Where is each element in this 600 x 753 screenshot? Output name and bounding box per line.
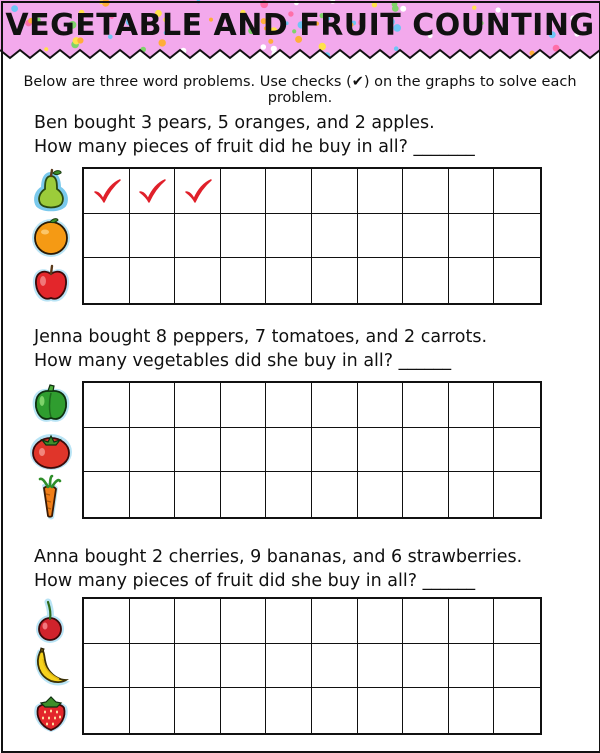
confetti-dot bbox=[372, 2, 377, 7]
grid-cell[interactable] bbox=[358, 258, 404, 303]
pepper-icon bbox=[26, 381, 76, 427]
confetti-dot bbox=[294, 1, 299, 6]
grid-cell[interactable] bbox=[266, 383, 312, 428]
grid-cell[interactable] bbox=[358, 599, 404, 644]
grid-cell[interactable] bbox=[403, 599, 449, 644]
orange-icon bbox=[26, 214, 76, 260]
grid-cell[interactable] bbox=[84, 258, 130, 303]
grid-cell[interactable] bbox=[221, 214, 267, 259]
grid-cell[interactable] bbox=[266, 428, 312, 473]
grid-cell[interactable] bbox=[266, 644, 312, 689]
grid-cell[interactable] bbox=[130, 258, 176, 303]
grid-cell[interactable] bbox=[84, 688, 130, 733]
grid-cell[interactable] bbox=[175, 644, 221, 689]
problem-1-grid bbox=[82, 167, 542, 305]
problem-3-text bbox=[34, 545, 522, 593]
grid-cell[interactable] bbox=[403, 258, 449, 303]
grid-cell[interactable] bbox=[449, 258, 495, 303]
grid-cell[interactable] bbox=[266, 599, 312, 644]
grid-cell[interactable] bbox=[358, 383, 404, 428]
grid-cell[interactable] bbox=[358, 688, 404, 733]
grid-cell[interactable] bbox=[358, 428, 404, 473]
grid-cell[interactable] bbox=[358, 169, 404, 214]
grid-cell[interactable] bbox=[494, 599, 540, 644]
grid-cell[interactable] bbox=[449, 214, 495, 259]
grid-cell[interactable] bbox=[84, 214, 130, 259]
instructions: Below are three word problems. Use checks (✔) on the graphs to solve each problem. bbox=[23, 74, 577, 106]
grid-cell[interactable] bbox=[449, 599, 495, 644]
banana-icon bbox=[26, 644, 76, 690]
grid-cell[interactable] bbox=[221, 383, 267, 428]
grid-cell[interactable] bbox=[266, 214, 312, 259]
grid-cell[interactable] bbox=[449, 383, 495, 428]
problem-2-text bbox=[34, 325, 487, 373]
cherry-icon bbox=[26, 598, 76, 644]
grid-cell[interactable] bbox=[403, 428, 449, 473]
confetti-dot bbox=[44, 47, 48, 51]
grid-cell[interactable] bbox=[175, 214, 221, 259]
grid-cell[interactable] bbox=[130, 428, 176, 473]
problem-2-line-2: How many vegetables did she buy in all? ______ bbox=[34, 351, 452, 371]
grid-cell[interactable] bbox=[403, 383, 449, 428]
grid-cell[interactable] bbox=[358, 644, 404, 689]
grid-cell[interactable] bbox=[221, 169, 267, 214]
problem-1-line-2: How many pieces of fruit did he buy in all? _______ bbox=[34, 137, 475, 157]
tomato-icon bbox=[26, 427, 76, 473]
grid-cell[interactable] bbox=[312, 383, 358, 428]
grid-cell[interactable] bbox=[221, 688, 267, 733]
strawberry-icon bbox=[26, 690, 76, 736]
grid-cell[interactable] bbox=[312, 599, 358, 644]
grid-cell[interactable] bbox=[84, 428, 130, 473]
problem-3-line-1: Anna bought 2 cherries, 9 bananas, and 6 strawberries. bbox=[34, 547, 523, 567]
grid-cell[interactable] bbox=[221, 258, 267, 303]
grid-cell[interactable] bbox=[449, 428, 495, 473]
grid-cell[interactable] bbox=[312, 688, 358, 733]
grid-cell[interactable] bbox=[312, 258, 358, 303]
grid-cell[interactable] bbox=[221, 428, 267, 473]
grid-cell[interactable] bbox=[312, 472, 358, 517]
grid-cell[interactable] bbox=[449, 688, 495, 733]
problem-1-line-1: Ben bought 3 pears, 5 oranges, and 2 apples. bbox=[34, 113, 435, 133]
problem-3-line-2: How many pieces of fruit did she buy in all? ______ bbox=[34, 571, 476, 591]
grid-cell[interactable] bbox=[312, 644, 358, 689]
grid-cell[interactable] bbox=[175, 472, 221, 517]
grid-cell[interactable] bbox=[175, 169, 221, 214]
grid-cell[interactable] bbox=[312, 428, 358, 473]
grid-cell[interactable] bbox=[84, 599, 130, 644]
grid-cell[interactable] bbox=[175, 428, 221, 473]
grid-cell[interactable] bbox=[403, 688, 449, 733]
grid-cell[interactable] bbox=[175, 688, 221, 733]
confetti-dot bbox=[99, 0, 103, 4]
grid-cell[interactable] bbox=[130, 688, 176, 733]
grid-cell[interactable] bbox=[449, 169, 495, 214]
pear-icon bbox=[26, 168, 76, 214]
grid-cell[interactable] bbox=[266, 258, 312, 303]
grid-cell[interactable] bbox=[266, 472, 312, 517]
confetti-dot bbox=[158, 52, 162, 56]
page-title: VEGETABLE AND FRUIT COUNTING bbox=[5, 8, 595, 43]
grid-cell[interactable] bbox=[449, 644, 495, 689]
grid-cell[interactable] bbox=[494, 472, 540, 517]
grid-cell[interactable] bbox=[312, 169, 358, 214]
confetti-dot bbox=[260, 0, 268, 8]
grid-cell[interactable] bbox=[130, 214, 176, 259]
grid-cell[interactable] bbox=[494, 383, 540, 428]
grid-cell[interactable] bbox=[221, 472, 267, 517]
grid-cell[interactable] bbox=[84, 169, 130, 214]
grid-cell[interactable] bbox=[84, 383, 130, 428]
confetti-dot bbox=[394, 46, 399, 51]
grid-cell[interactable] bbox=[312, 214, 358, 259]
check-mark-icon bbox=[92, 178, 122, 204]
grid-cell[interactable] bbox=[221, 644, 267, 689]
grid-cell[interactable] bbox=[449, 472, 495, 517]
grid-cell[interactable] bbox=[175, 383, 221, 428]
grid-cell[interactable] bbox=[494, 214, 540, 259]
grid-cell[interactable] bbox=[84, 472, 130, 517]
grid-cell[interactable] bbox=[130, 599, 176, 644]
grid-cell[interactable] bbox=[403, 472, 449, 517]
problem-1-text bbox=[34, 111, 475, 159]
grid-cell[interactable] bbox=[175, 599, 221, 644]
grid-cell[interactable] bbox=[403, 214, 449, 259]
check-mark-icon bbox=[137, 178, 167, 204]
grid-cell[interactable] bbox=[494, 258, 540, 303]
problem-3-grid bbox=[82, 597, 542, 735]
problem-2-line-1: Jenna bought 8 peppers, 7 tomatoes, and 2 carrots. bbox=[34, 327, 488, 347]
grid-cell[interactable] bbox=[130, 169, 176, 214]
grid-cell[interactable] bbox=[358, 472, 404, 517]
grid-cell[interactable] bbox=[494, 688, 540, 733]
grid-cell[interactable] bbox=[130, 644, 176, 689]
carrot-icon bbox=[26, 474, 76, 520]
problem-2-grid bbox=[82, 381, 542, 519]
grid-cell[interactable] bbox=[221, 599, 267, 644]
grid-cell[interactable] bbox=[266, 688, 312, 733]
check-mark-icon bbox=[183, 178, 213, 204]
confetti-dot bbox=[261, 44, 267, 50]
grid-cell[interactable] bbox=[175, 258, 221, 303]
grid-cell[interactable] bbox=[494, 169, 540, 214]
apple-icon bbox=[26, 260, 76, 306]
grid-cell[interactable] bbox=[403, 644, 449, 689]
grid-cell[interactable] bbox=[358, 214, 404, 259]
grid-cell[interactable] bbox=[130, 383, 176, 428]
grid-cell[interactable] bbox=[403, 169, 449, 214]
grid-cell[interactable] bbox=[84, 644, 130, 689]
grid-cell[interactable] bbox=[130, 472, 176, 517]
grid-cell[interactable] bbox=[266, 169, 312, 214]
grid-cell[interactable] bbox=[494, 644, 540, 689]
grid-cell[interactable] bbox=[494, 428, 540, 473]
